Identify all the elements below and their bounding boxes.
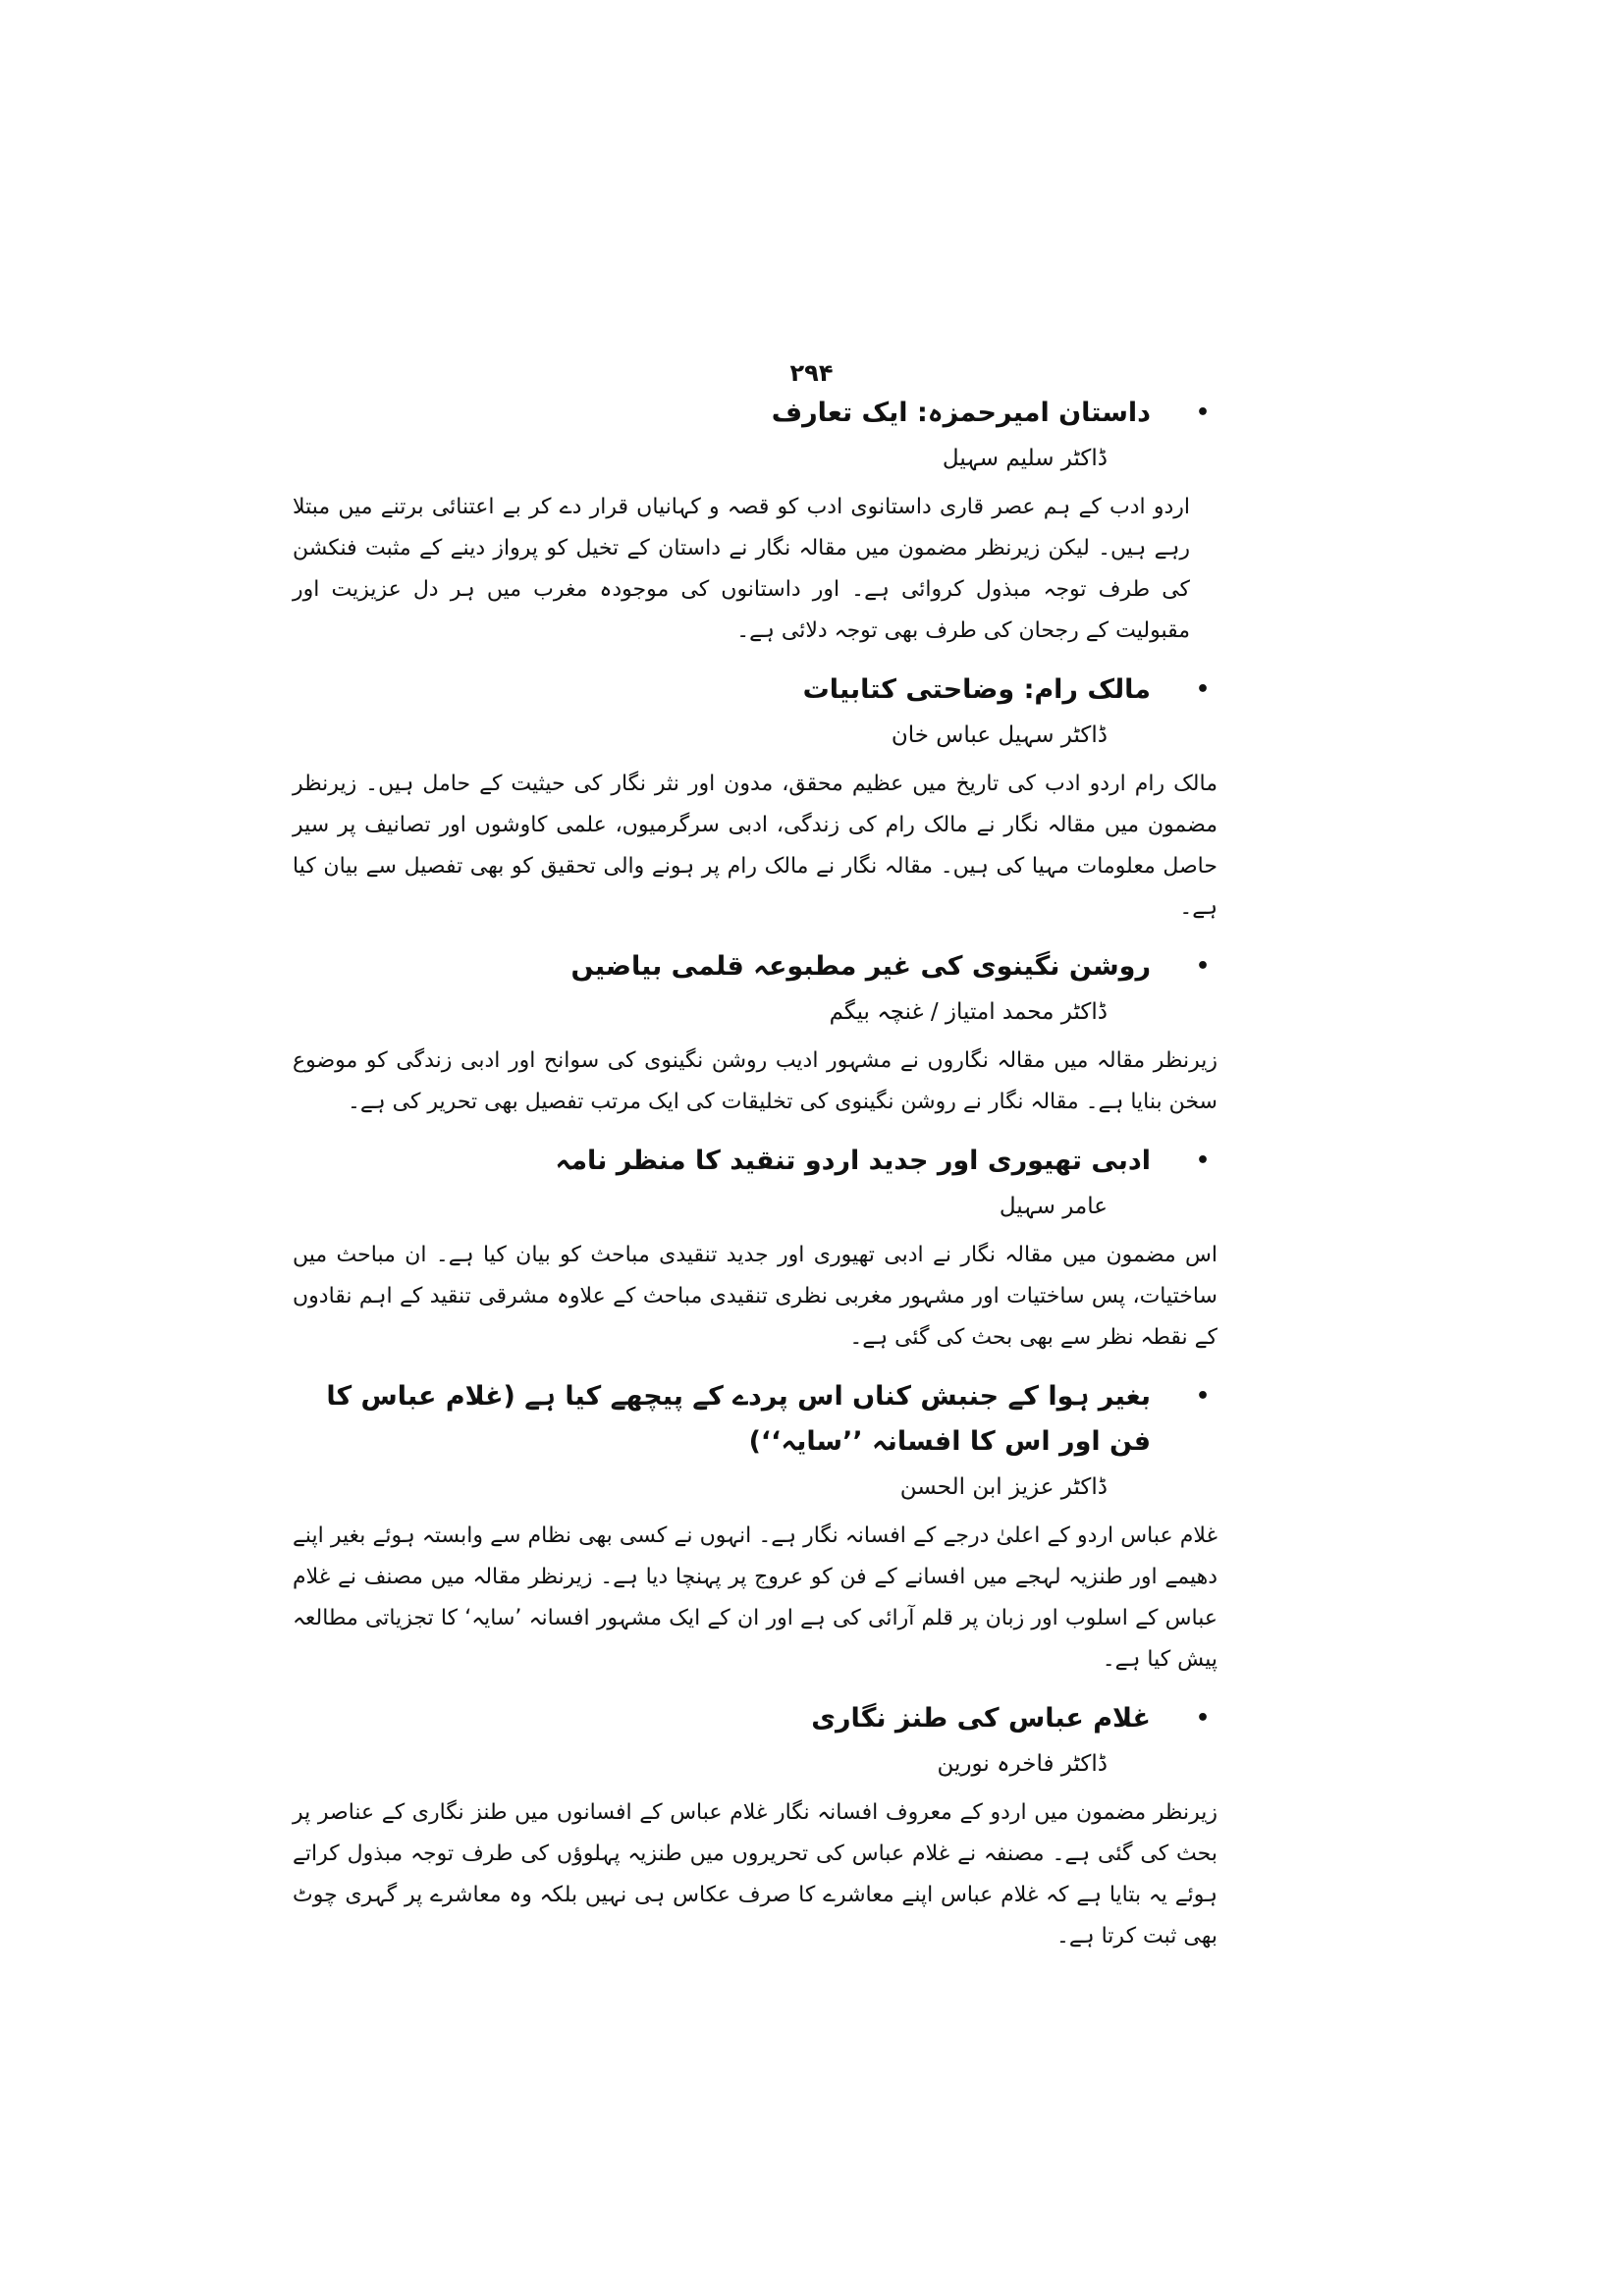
article-entry: [293, 944, 1217, 1123]
article-author: ڈاکٹر عزیز ابن الحسن: [899, 1474, 1108, 1500]
article-title-text: ادبی تھیوری اور جدید اردو تنقید کا منظر نامہ: [555, 1146, 1151, 1176]
article-title: [293, 1696, 1217, 1741]
article-title: [293, 1139, 1217, 1184]
article-author: ڈاکٹر سلیم سہیل: [942, 446, 1108, 471]
article-summary: اس مضمون میں مقالہ نگار نے ادبی تھیوری اور جدید تنقیدی مباحث کو بیان کیا ہے۔ ان مباحث میں ساختیات، پس ساختیات اور مشہور مغربی نظری تنقیدی مباحث کے علاوہ مشرقی تنقید کے اہم نقادوں کے نقطہ نظر سے بھی بحث کی گئی ہے۔: [293, 1243, 1217, 1350]
article-title: [293, 391, 1217, 436]
article-list: [293, 391, 1217, 1973]
article-author: عامر سہیل: [999, 1194, 1108, 1219]
article-title-text: مالک رام: وضاحتی کتابیات: [802, 674, 1151, 705]
page-number: ۲۹۴: [789, 359, 834, 387]
article-entry: [293, 1139, 1217, 1359]
article-entry: [293, 667, 1217, 929]
article-summary: مالک رام اردو ادب کی تاریخ میں عظیم محقق، مدون اور نثر نگار کی حیثیت کے حامل ہیں۔ زیرنظر مضمون میں مقالہ نگار نے مالک رام کی زندگی، ادبی سرگرمیوں، علمی کاوشوں اور تصانیف پر سیر حاصل معلومات مہیا کی ہیں۔ مقالہ نگار نے مالک رام پر ہونے والی تحقیق کو بھی تفصیل سے بیان کیا ہے۔: [293, 772, 1217, 920]
article-author: ڈاکٹر محمد امتیاز / غنچہ بیگم: [829, 999, 1108, 1025]
article-summary: غلام عباس اردو کے اعلیٰ درجے کے افسانہ نگار ہے۔ انہوں نے کسی بھی نظام سے وابستہ ہوئے بغیر اپنے دھیمے اور طنزیہ لہجے میں افسانے کے فن کو عروج پر پہنچا دیا ہے۔ زیرنظر مقالہ میں مصنف نے غلام عباس کے اسلوب اور زبان پر قلم آرائی کی ہے اور ان کے ایک مشہور افسانہ ’سایہ‘ کا تجزیاتی مطالعہ پیش کیا ہے۔: [293, 1523, 1217, 1672]
article-summary: زیرنظر مقالہ میں مقالہ نگاروں نے مشہور ادیب روشن نگینوی کی سوانح اور ادبی زندگی کو موضوع سخن بنایا ہے۔ مقالہ نگار نے روشن نگینوی کی تخلیقات کی ایک مرتب تفصیل بھی تحریر کی ہے۔: [293, 1048, 1217, 1114]
bullet-icon: •: [1195, 1148, 1211, 1173]
article-title: [293, 667, 1217, 713]
bullet-icon: •: [1195, 1384, 1211, 1409]
article-entry: [293, 1696, 1217, 1957]
bullet-icon: •: [1195, 400, 1211, 425]
article-title-text: داستان امیرحمزہ: ایک تعارف: [771, 398, 1151, 428]
article-title: [293, 1374, 1217, 1465]
article-entry: [293, 391, 1217, 652]
article-title-text: غلام عباس کی طنز نگاری: [811, 1703, 1151, 1734]
article-entry: [293, 1374, 1217, 1681]
article-summary: زیرنظر مضمون میں اردو کے معروف افسانہ نگار غلام عباس کے افسانوں میں طنز نگاری کے عناصر پر بحث کی گئی ہے۔ مصنفہ نے غلام عباس کی تحریروں میں طنزیہ پہلوؤں کی طرف توجہ مبذول کراتے ہوئے یہ بتایا ہے کہ غلام عباس اپنے معاشرے کا صرف عکاس ہی نہیں بلکہ وہ معاشرے پر گہری چوٹ بھی ثبت کرتا ہے۔: [293, 1800, 1217, 1949]
article-title-text: روشن نگینوی کی غیر مطبوعہ قلمی بیاضیں: [570, 951, 1151, 982]
article-summary: اردو ادب کے ہم عصر قاری داستانوی ادب کو قصہ و کہانیاں قرار دے کر بے اعتنائی برتنے میں مبتلا رہے ہیں۔ لیکن زیرنظر مضمون میں مقالہ نگار نے داستان کے تخیل کو پرواز دینے کے مثبت فنکشن کی طرف توجہ مبذول کروائی ہے۔ اور داستانوں کی موجودہ مغرب میں ہر دل عزیزیت اور مقبولیت کے رجحان کی طرف بھی توجہ دلائی ہے۔: [293, 495, 1190, 643]
bullet-icon: •: [1195, 1706, 1211, 1731]
article-title-text: بغیر ہوا کے جنبش کناں اس پردے کے پیچھے کیا ہے (غلام عباس کا فن اور اس کا افسانہ ’’سایہ‘‘): [326, 1381, 1151, 1457]
article-title: [293, 944, 1217, 989]
bullet-icon: •: [1195, 954, 1211, 979]
article-author: ڈاکٹر فاخرہ نورین: [937, 1751, 1108, 1777]
article-author: ڈاکٹر سہیل عباس خان: [891, 722, 1108, 748]
bullet-icon: •: [1195, 677, 1211, 702]
